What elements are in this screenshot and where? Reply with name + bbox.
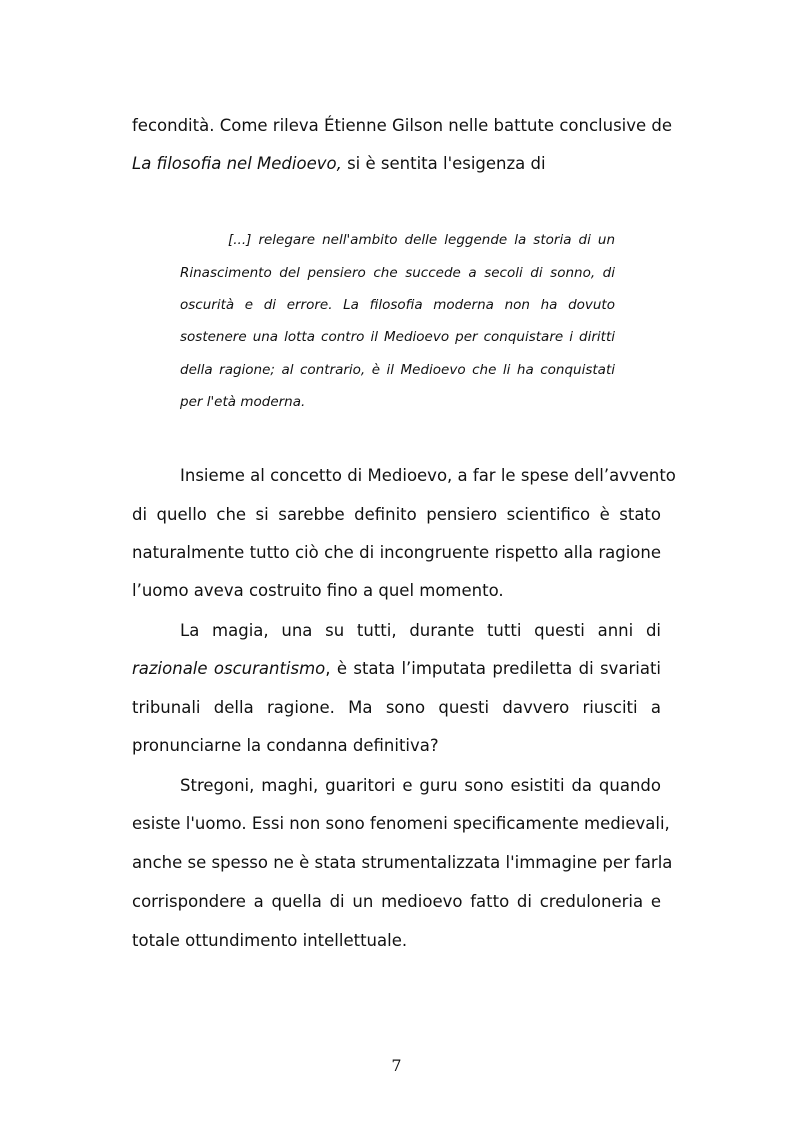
body-line: fecondità. Come rileva Étienne Gilson nelle battute conclusive de: [132, 116, 673, 135]
body-line: totale ottundimento intellettuale.: [132, 931, 408, 950]
body-line: di quello che si sarebbe definito pensiero scientifico è stato: [132, 505, 661, 524]
body-text: si è sentita l'esigenza di: [341, 154, 546, 173]
body-text: , è stata l’imputata prediletta di svariati: [325, 659, 661, 678]
quote-line: della ragione; al contrario, è il Medioevo che li ha conquistati: [180, 362, 615, 378]
body-line: Stregoni, maghi, guaritori e guru sono esistiti da quando: [180, 776, 661, 795]
page-number: 7: [391, 1056, 402, 1075]
body-line: [132, 154, 661, 174]
body-line: pronunciarne la condanna definitiva?: [132, 736, 439, 755]
quote-line: per l'età moderna.: [180, 394, 306, 410]
body-line: esiste l'uomo. Essi non sono fenomeni specificamente medievali,: [132, 814, 670, 833]
body-line: corrispondere a quella di un medioevo fatto di creduloneria e: [132, 892, 661, 911]
quote-line: Rinascimento del pensiero che succede a secoli di sonno, di: [180, 265, 615, 281]
quote-line: [...] relegare nell'ambito delle leggende la storia di un: [228, 232, 615, 248]
body-line: [132, 659, 661, 679]
body-line: Insieme al concetto di Medioevo, a far le spese dell’avvento: [180, 466, 676, 485]
body-line: l’uomo aveva costruito fino a quel momento.: [132, 581, 504, 600]
body-line: tribunali della ragione. Ma sono questi davvero riusciti a: [132, 698, 661, 717]
quote-line: oscurità e di errore. La filosofia moderna non ha dovuto: [180, 297, 615, 313]
quote-line: sostenere una lotta contro il Medioevo per conquistare i diritti: [180, 329, 615, 345]
book-title: La filosofia nel Medioevo,: [132, 154, 342, 173]
body-line: anche se spesso ne è stata strumentalizzata l'immagine per farla: [132, 853, 673, 872]
emphasis-text: razionale oscurantismo: [132, 659, 326, 678]
body-line: La magia, una su tutti, durante tutti questi anni di: [180, 621, 661, 640]
body-line: naturalmente tutto ciò che di incongruente rispetto alla ragione: [132, 543, 661, 562]
